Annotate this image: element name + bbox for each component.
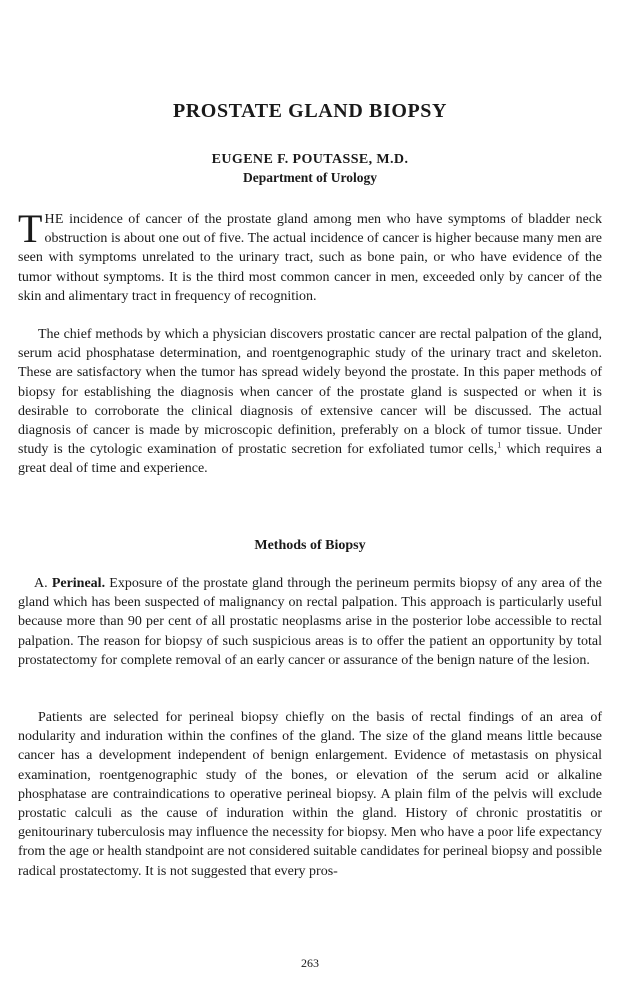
methods-overview-text-b: which requires a great deal of time and experience. [18,442,602,477]
methods-overview-paragraph [18,325,602,479]
first-word-rest: HE [44,212,64,227]
methods-overview-text-a: The chief methods by which a physician discovers prostatic cancer are rectal palpation of the gland, serum acid phosphatase determination, and roentgenographic study of the urinary tract and skeleton. These are satisfactory when the tumor has spread widely beyond the prostate. In this paper methods of biopsy for establishing the diagnosis when cancer of the prostate gland is suspected or when it is desirable to corroborate the clinical diagnosis of extensive cancer will be discussed. The actual diagnosis of cancer is made by microscopic definition, preferably on a block of tumor tissue. Under study is the cytologic examination of prostatic secretion for exfoliated tumor cells, [18,327,602,458]
perineal-run-in-heading: Perineal. [51,576,106,591]
perineal-paragraph-text: Exposure of the prostate gland through the perineum permits biopsy of any area of the gland which has been suspected of malignancy on rectal palpation. This approach is particularly useful because more than 90 per cent of all prostatic neoplasms arise in the posterior lobe accessible to rectal palpation. The reason for biopsy of such suspicious areas is to offer the patient an opportunity by total prostatectomy for complete removal of an early cancer or assurance of the benign nature of the lesion. [18,576,602,668]
patient-selection-paragraph: Patients are selected for perineal biopsy chiefly on the basis of rectal findings of an area of nodularity and induration within the confines of the gland. The size of the gland means little because cancer has a development independent of benign enlargement. Evidence of metastasis on physical examination, roentgenographic study of the bones, or elevation of the serum acid or alkaline phosphatase are contraindications to operative perineal biopsy. A plain film of the pelvis will exclude prostatic calculi as the cause of induration within the gland. History of chronic prostatitis or genitourinary tuberculosis may influence the necessity for biopsy. Men who have a poor life expectancy from the age or health standpoint are not considered suitable candidates for perineal biopsy and possible radical prostatectomy. It is not suggested that every pros- [18,710,602,879]
perineal-prefix: A. [34,576,52,591]
section-heading: Methods of Biopsy [254,538,366,553]
article-title: PROSTATE GLAND BIOPSY [172,100,448,122]
intro-paragraph-text: incidence of cancer of the prostate gland among men who have symptoms of bladder neck obstruction is about one out of five. The actual incidence of cancer is higher because many men are seen with symptoms unrelated to the urinary tract, such as bone pain, or who have evidence of the tumor without symptoms. It is the third most common cancer in men, exceeded only by cancer of the skin and alimentary tract in frequency of recognition. [18,212,602,304]
drop-cap: T [18,206,43,251]
author-department: Department of Urology [243,170,377,185]
journal-page [18,0,602,991]
footnote-reference: 1 [497,440,502,450]
author-name: EUGENE F. POUTASSE, M.D. [211,152,409,167]
page-number: 263 [301,956,319,970]
intro-paragraph [18,206,602,306]
perineal-paragraph [18,574,602,670]
